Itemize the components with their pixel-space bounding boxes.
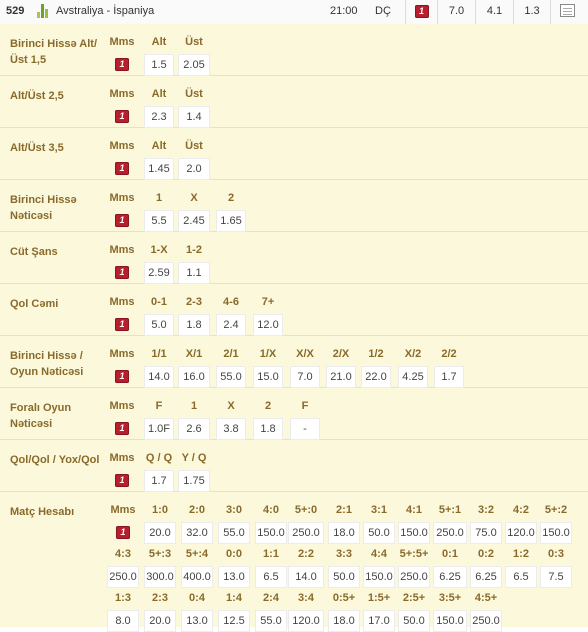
odd-column: [107, 76, 137, 128]
odd-label: Y / Q: [181, 452, 207, 464]
odd-label: 1/2: [368, 348, 384, 360]
odd-label: Mms: [109, 192, 135, 204]
odd-value[interactable]: 2.05: [178, 54, 210, 76]
score-label: 4:0: [263, 504, 279, 516]
odd-label: Mms: [109, 88, 135, 100]
score-column: [505, 548, 537, 588]
score-label: 1:2: [513, 548, 529, 560]
score-label: 2:3: [152, 592, 168, 604]
odd-label: 2: [264, 400, 272, 412]
odd-column: [107, 284, 137, 336]
odd-value[interactable]: 55.0: [216, 366, 246, 388]
odd-value[interactable]: 120.0: [505, 522, 537, 544]
market-row: [0, 76, 588, 128]
odd-column: [144, 24, 174, 76]
score-label: 1:0: [152, 504, 168, 516]
odd-label: F: [301, 400, 309, 412]
odd-value[interactable]: 21.0: [326, 366, 356, 388]
odd-value[interactable]: 1.65: [216, 210, 246, 232]
odd-value[interactable]: 400.0: [181, 566, 213, 588]
odd-label: Alt: [151, 36, 167, 48]
market-row: [0, 284, 588, 336]
odd-column: [178, 388, 210, 440]
bookmaker-badge-cell[interactable]: [107, 470, 137, 492]
score-label: 2:0: [189, 504, 205, 516]
market-title: Birinci Hissə Alt/ Üst 1,5: [10, 38, 98, 66]
score-label: 5+:0: [294, 504, 318, 516]
odd-value[interactable]: 250.0: [107, 566, 139, 588]
score-label: Mms: [110, 504, 136, 516]
odd-column: [216, 180, 246, 232]
score-label: 1:1: [263, 548, 279, 560]
score-column: [181, 592, 213, 632]
bookmaker-badge-cell[interactable]: [107, 522, 139, 544]
odd-cell[interactable]: [513, 0, 551, 24]
odd-value[interactable]: 250.0: [398, 566, 430, 588]
score-column: [470, 592, 502, 632]
match-header: [0, 0, 588, 25]
bookmaker-badge[interactable]: 1: [115, 214, 129, 227]
odd-value[interactable]: 150.0: [540, 522, 572, 544]
market-title: Qol Cəmi: [10, 298, 59, 310]
odd-cell[interactable]: [475, 0, 513, 24]
score-column: [470, 504, 502, 544]
market-row: [0, 180, 588, 232]
odd-column: [107, 388, 137, 440]
odd-column: [178, 284, 210, 336]
score-column: [144, 592, 176, 632]
score-column: [255, 548, 287, 588]
score-column: [181, 504, 213, 544]
bookmaker-badge-cell[interactable]: [107, 418, 137, 440]
market-title: Qol/Qol / Yox/Qol: [10, 454, 100, 466]
market-title: Foralı Oyun Nəticəsi: [10, 402, 72, 430]
score-label: 2:4: [263, 592, 279, 604]
odd-label: 2-3: [186, 296, 202, 308]
odd-value[interactable]: 1.75: [178, 470, 210, 492]
odd-value[interactable]: 300.0: [144, 566, 176, 588]
odd-column: [178, 336, 210, 388]
score-label: 4:1: [406, 504, 422, 516]
odd-column: [107, 336, 137, 388]
odd-column: [144, 232, 174, 284]
odd-value[interactable]: 16.0: [178, 366, 210, 388]
bookmaker-badge-cell[interactable]: [107, 106, 137, 128]
odd-value[interactable]: 50.0: [363, 522, 395, 544]
odd-value[interactable]: 4.25: [398, 366, 428, 388]
score-label: 4:2: [513, 504, 529, 516]
odd-label: Q / Q: [145, 452, 173, 464]
odd-column: [178, 24, 210, 76]
score-column: [288, 548, 324, 588]
header-badge-cell[interactable]: [405, 0, 437, 24]
odd-value[interactable]: 8.0: [107, 610, 139, 632]
odd-value[interactable]: 1.8: [253, 418, 283, 440]
odd-column: [144, 180, 174, 232]
odd-column: [361, 336, 391, 388]
market-row: [0, 128, 588, 180]
odd-value[interactable]: 150.0: [255, 522, 287, 544]
odd-column: [398, 336, 428, 388]
score-label: 0:5+: [332, 592, 356, 604]
score-label: 1:4: [226, 592, 242, 604]
odd-value[interactable]: 32.0: [181, 522, 213, 544]
market-title: Alt/Üst 2,5: [10, 90, 64, 102]
score-label: 2:5+: [402, 592, 426, 604]
score-column: [398, 592, 430, 632]
odd-value[interactable]: 22.0: [361, 366, 391, 388]
score-label: 0:2: [478, 548, 494, 560]
odd-value[interactable]: 1.8: [178, 314, 210, 336]
score-column: [505, 504, 537, 544]
odd-label: Mms: [109, 348, 135, 360]
score-label: 2:1: [336, 504, 352, 516]
odd-label: 1: [155, 192, 163, 204]
score-column: [218, 504, 250, 544]
odd-column: [178, 76, 210, 128]
market-title: Alt/Üst 3,5: [10, 142, 64, 154]
bookmaker-badge[interactable]: 1: [415, 5, 429, 18]
odd-value[interactable]: 7.0: [448, 5, 465, 17]
odd-value[interactable]: 15.0: [253, 366, 283, 388]
odd-value[interactable]: 1.7: [434, 366, 464, 388]
market-row: [0, 336, 588, 388]
odd-label: Üst: [185, 88, 203, 100]
odd-label: Mms: [109, 140, 135, 152]
odd-column: [253, 336, 283, 388]
odd-value[interactable]: 18.0: [328, 610, 360, 632]
odd-label: Mms: [109, 452, 135, 464]
score-column: [363, 504, 395, 544]
score-column: [144, 504, 176, 544]
score-column: [107, 504, 139, 544]
odd-label: 1-2: [186, 244, 202, 256]
odd-column: [178, 180, 210, 232]
bookmaker-badge[interactable]: 1: [115, 266, 129, 279]
odd-column: [434, 336, 464, 388]
odd-value[interactable]: 250.0: [433, 522, 467, 544]
odd-column: [178, 128, 210, 180]
odd-value[interactable]: 6.25: [433, 566, 467, 588]
bookmaker-badge-cell[interactable]: [107, 366, 137, 388]
score-column: [433, 592, 467, 632]
bookmaker-badge[interactable]: 1: [115, 162, 129, 175]
score-label: 2:2: [298, 548, 314, 560]
bookmaker-badge[interactable]: 1: [115, 422, 129, 435]
score-column: [107, 548, 139, 588]
score-label: 4:4: [371, 548, 387, 560]
bookmaker-badge[interactable]: 1: [115, 370, 129, 383]
odd-column: [290, 388, 320, 440]
odd-label: Alt: [151, 88, 167, 100]
bookmaker-badge[interactable]: 1: [115, 318, 129, 331]
score-label: 3:5+: [438, 592, 462, 604]
odd-column: [144, 76, 174, 128]
odd-value[interactable]: 18.0: [328, 522, 360, 544]
odd-column: [216, 284, 246, 336]
odd-label: X/2: [404, 348, 422, 360]
odd-column: [144, 284, 174, 336]
odd-column: [178, 440, 210, 492]
odd-column: [107, 440, 137, 492]
odd-value[interactable]: 1.45: [144, 158, 174, 180]
bookmaker-badge-cell[interactable]: [107, 210, 137, 232]
odd-label: 4-6: [223, 296, 239, 308]
odd-value[interactable]: 55.0: [218, 522, 250, 544]
score-label: 3:0: [226, 504, 242, 516]
odd-value[interactable]: 1.5: [144, 54, 174, 76]
bookmaker-badge-cell[interactable]: [107, 314, 137, 336]
odd-label: Mms: [109, 36, 135, 48]
odd-value[interactable]: 12.5: [218, 610, 250, 632]
score-column: [470, 548, 502, 588]
score-column: [328, 504, 360, 544]
odd-value[interactable]: 17.0: [363, 610, 395, 632]
odd-value[interactable]: -: [290, 418, 320, 440]
odd-value[interactable]: 2.45: [178, 210, 210, 232]
match-number: 529: [6, 5, 25, 17]
odd-value[interactable]: 250.0: [470, 610, 502, 632]
score-column: [398, 504, 430, 544]
market-row: [0, 232, 588, 284]
odd-value[interactable]: 2.4: [216, 314, 246, 336]
score-column: [433, 548, 467, 588]
score-label: 4:5+: [474, 592, 498, 604]
score-label: 5+:4: [185, 548, 209, 560]
score-label: 3:1: [371, 504, 387, 516]
odd-column: [144, 388, 174, 440]
score-column: [288, 592, 324, 632]
score-label: 0:4: [189, 592, 205, 604]
odd-label: 2/X: [332, 348, 350, 360]
odd-column: [216, 388, 246, 440]
score-column: [255, 504, 287, 544]
market-title: Matç Hesabı: [10, 506, 75, 518]
odd-label: 0-1: [151, 296, 167, 308]
bookmaker-badge-cell[interactable]: [107, 158, 137, 180]
odd-label: Üst: [185, 36, 203, 48]
market-title: Birinci Hissə Nəticəsi: [10, 194, 77, 222]
odd-value[interactable]: 55.0: [255, 610, 287, 632]
odd-label: X: [190, 192, 198, 204]
odd-label: X/X: [296, 348, 314, 360]
markets-panel: [0, 24, 588, 627]
odd-column: [178, 232, 210, 284]
score-column: [540, 504, 572, 544]
score-column: [398, 548, 430, 588]
odd-label: F: [155, 400, 163, 412]
bookmaker-badge[interactable]: 1: [115, 58, 129, 71]
odd-column: [144, 336, 174, 388]
score-column: [540, 548, 572, 588]
market-row: [0, 440, 588, 492]
odd-label: 7+: [261, 296, 275, 308]
odd-value[interactable]: 2.6: [178, 418, 210, 440]
score-label: 0:0: [226, 548, 242, 560]
odd-value[interactable]: 2.0: [178, 158, 210, 180]
odd-label: 2: [227, 192, 235, 204]
odd-value[interactable]: 75.0: [470, 522, 502, 544]
odd-value[interactable]: 2.3: [144, 106, 174, 128]
score-label: 5+:2: [544, 504, 568, 516]
odd-label: 1/X: [259, 348, 277, 360]
bookmaker-badge[interactable]: 1: [115, 110, 129, 123]
score-column: [328, 548, 360, 588]
odd-label: Mms: [109, 400, 135, 412]
odd-label: 1-X: [150, 244, 168, 256]
odd-value[interactable]: 1.4: [178, 106, 210, 128]
odd-value[interactable]: 1.3: [524, 5, 540, 17]
odd-value[interactable]: 5.0: [144, 314, 174, 336]
score-column: [218, 592, 250, 632]
odd-value[interactable]: 50.0: [328, 566, 360, 588]
odd-column: [253, 388, 283, 440]
odd-label: Mms: [109, 244, 135, 256]
bookmaker-badge-cell[interactable]: [107, 262, 137, 284]
odd-column: [107, 232, 137, 284]
odd-value[interactable]: 20.0: [144, 610, 176, 632]
odd-value[interactable]: 50.0: [398, 610, 430, 632]
score-column: [218, 548, 250, 588]
odd-value[interactable]: 14.0: [144, 366, 174, 388]
odd-value[interactable]: 5.5: [144, 210, 174, 232]
score-label: 5+:1: [438, 504, 462, 516]
market-row: [0, 388, 588, 440]
odd-value[interactable]: 12.0: [253, 314, 283, 336]
odd-value[interactable]: 6.5: [255, 566, 287, 588]
odd-value[interactable]: 13.0: [218, 566, 250, 588]
score-column: [144, 548, 176, 588]
score-column: [255, 592, 287, 632]
match-teams[interactable]: Avstraliya - İspaniya: [56, 5, 155, 17]
bar-chart-icon[interactable]: [37, 4, 50, 18]
match-time: 21:00: [330, 5, 358, 17]
document-icon[interactable]: [560, 4, 575, 17]
market-label: DÇ: [375, 5, 391, 17]
odd-value[interactable]: 1.1: [178, 262, 210, 284]
market-title: Cüt Şans: [10, 246, 58, 258]
odd-label: X: [227, 400, 235, 412]
market-title: Birinci Hissə / Oyun Nəticəsi: [10, 350, 84, 378]
market-row: [0, 24, 588, 76]
odd-label: 2/2: [441, 348, 457, 360]
odd-value[interactable]: 1.0F: [144, 418, 174, 440]
odd-value[interactable]: 250.0: [288, 522, 324, 544]
odd-label: 2/1: [223, 348, 239, 360]
odd-value[interactable]: 2.59: [144, 262, 174, 284]
odd-column: [326, 336, 356, 388]
odd-column: [107, 24, 137, 76]
odd-label: X/1: [185, 348, 203, 360]
odd-value[interactable]: 6.5: [505, 566, 537, 588]
odd-value[interactable]: 7.5: [540, 566, 572, 588]
score-column: [328, 592, 360, 632]
score-column: [363, 548, 395, 588]
odd-column: [144, 440, 174, 492]
odd-value[interactable]: 13.0: [181, 610, 213, 632]
odd-value[interactable]: 4.1: [486, 5, 503, 17]
odd-value[interactable]: 6.25: [470, 566, 502, 588]
bookmaker-badge-cell[interactable]: [107, 54, 137, 76]
odd-label: 1/1: [151, 348, 167, 360]
odd-label: 1: [190, 400, 198, 412]
odd-column: [253, 284, 283, 336]
score-label: 3:4: [298, 592, 314, 604]
score-column: [107, 592, 139, 632]
odd-label: Üst: [185, 140, 203, 152]
odd-label: Mms: [109, 296, 135, 308]
bookmaker-badge[interactable]: 1: [116, 526, 130, 539]
odd-column: [107, 180, 137, 232]
odd-cell[interactable]: [437, 0, 475, 24]
score-label: 5+:5+: [399, 548, 429, 560]
score-label: 3:3: [336, 548, 352, 560]
match-score-row: [0, 492, 588, 632]
odd-label: Alt: [151, 140, 167, 152]
score-label: 1:3: [115, 592, 131, 604]
score-label: 4:3: [115, 548, 131, 560]
odd-value[interactable]: 7.0: [290, 366, 320, 388]
odd-value[interactable]: 1.7: [144, 470, 174, 492]
odd-column: [144, 128, 174, 180]
odd-value[interactable]: 150.0: [363, 566, 395, 588]
odd-value[interactable]: 14.0: [288, 566, 324, 588]
odd-column: [290, 336, 320, 388]
score-label: 5+:3: [148, 548, 172, 560]
score-label: 3:2: [478, 504, 494, 516]
score-label: 1:5+: [367, 592, 391, 604]
score-column: [288, 504, 324, 544]
score-label: 0:1: [442, 548, 458, 560]
odd-column: [216, 336, 246, 388]
odd-value[interactable]: 150.0: [398, 522, 430, 544]
score-column: [433, 504, 467, 544]
score-column: [181, 548, 213, 588]
odd-value[interactable]: 120.0: [288, 610, 324, 632]
bookmaker-badge[interactable]: 1: [115, 474, 129, 487]
odd-column: [107, 128, 137, 180]
score-label: 0:3: [548, 548, 564, 560]
odd-value[interactable]: 20.0: [144, 522, 176, 544]
odd-value[interactable]: 3.8: [216, 418, 246, 440]
odd-value[interactable]: 150.0: [433, 610, 467, 632]
score-column: [363, 592, 395, 632]
